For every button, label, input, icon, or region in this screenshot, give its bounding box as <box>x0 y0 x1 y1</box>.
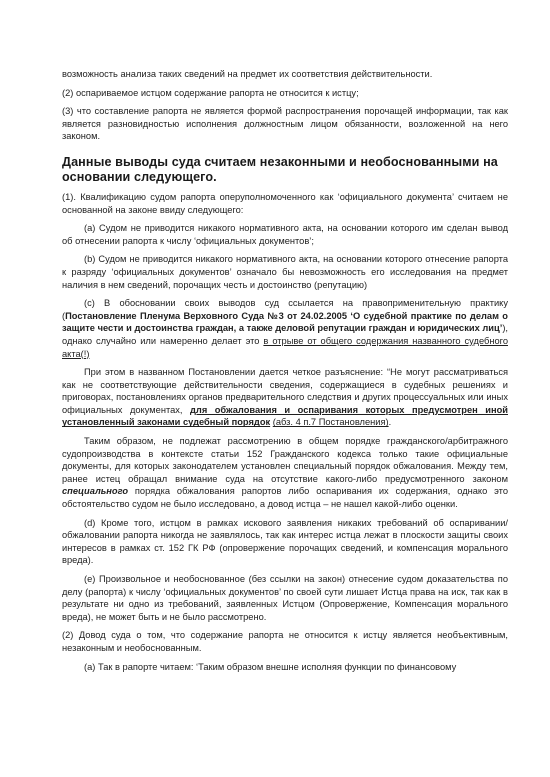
quote-end: . <box>388 417 392 428</box>
paragraph-point-2-argument: (2) Довод суда о том, что содержание рапорта не относится к истцу является необъективным, незаконным и необоснованным. <box>62 630 508 653</box>
paragraph-continuation: возможность анализа таких сведений на предмет их соответствия действительности. <box>62 69 433 79</box>
resolution-citation: Постановление Пленума Верховного Суда №3 от 24.02.2005 ‘О судебной практике по делам о защите чести и достоинства граждан, а также деловой репутации граждан и юридических лиц’ <box>62 310 508 334</box>
paragraph-1c-text: (с) В обосновании своих выводов суд ссылается на правоприменительную практику ( <box>62 298 508 321</box>
document-body <box>62 68 508 673</box>
paragraph-1e: (е) Произвольное и необоснованное (без ссылки на закон) отнесение судом доказательства по делу (рапорта) к числу ‘официальных документов’ по своей сути лишает Истца права на иск, так как в результате ни одно из требований, заявленных Истцом (Опровержение, Компенсация морального вреда), не может быть и не было рассмотрено. <box>62 574 508 622</box>
underlined-remark: в отрыве от общего содержания названного судебного акта(!) <box>62 335 508 359</box>
paragraph-1-intro: (1). Квалификацию судом рапорта оперуполномоченного как ‘официального документа’ считаем не основанной на законе ввиду следующего: <box>62 191 508 215</box>
paragraph-1b: (b) Судом не приводится никакого нормативного акта, на основании которого отнесение рапорта к разряду ‘официальных документов’ означало бы невозможность его исследования на предмет наличия в нем сведений, порочащих честь и достоинство (репутацию) <box>62 254 508 290</box>
paragraph-1c-text-cont: ), однако случайно или намеренно делает это <box>62 323 508 346</box>
paragraph-1c <box>62 297 508 360</box>
quote-emphasis: для обжалования и оспаривания которых предусмотрен иной установленный законами судебный порядок <box>62 404 508 428</box>
paragraph-quote <box>62 366 508 429</box>
paragraph-1a: (а) Судом не приводится никакого нормативного акта, на основании которого им сделан вывод об отнесении рапорта к числу ‘официальных документов’; <box>62 223 508 246</box>
paragraph-conclusion <box>62 435 508 511</box>
paragraph-1d: (d) Кроме того, истцом в рамках искового заявления никаких требований об оспаривании/обжаловании рапорта никогда не заявлялось, так как интерес истца лежат в плоскости защиты своих интересов в рамках ст. 152 ГК РФ (опровержение порочащих сведений, и компенсация морального вреда). <box>62 517 508 566</box>
conclusion-text-cont: порядка обжалования рапортов либо оспаривания их содержания, однако это обстоятельство судом не было исследовано, а довод истца – не нашел какой-либо оценки. <box>62 486 508 510</box>
section-heading: Данные выводы суда считаем незаконными и необоснованными на основании следующего. <box>62 154 498 184</box>
conclusion-text: Таким образом, не подлежат рассмотрению в общем порядке гражданского/арбитражного судопроизводства в контексте статьи 152 Гражданского кодекса только такие официальные документы, для которых законодателем установлен специальный порядок обжалования. Между тем, ранее истец обращал внимание суда на отсутствие какого-либо предусмотренного законом <box>62 436 508 484</box>
special-emphasis: специального <box>62 486 128 497</box>
paragraph-point-2: (2) оспариваемое истцом содержание рапорта не относится к истцу; <box>62 87 359 98</box>
paragraph-2a: (а) Так в рапорте читаем: ‘Таким образом внешне исполняя функции по финансовому <box>84 661 457 672</box>
quote-reference: (абз. 4 п.7 Постановления) <box>272 417 389 428</box>
paragraph-point-3: (3) что составление рапорта не является формой распространения порочащей информации, так как является разновидностью исполнения должностным лицом обязанности, возложенной на него законом. <box>62 106 508 142</box>
quote-text: При этом в названном Постановлении дается четкое разъяснение: “Не могут рассматриваться как не соответствующие действительности сведения, содержащиеся в судебных решениях и приговорах, постановлениях органов предварительного следствия и других процессуальных или иных официальных документах, <box>62 367 508 415</box>
